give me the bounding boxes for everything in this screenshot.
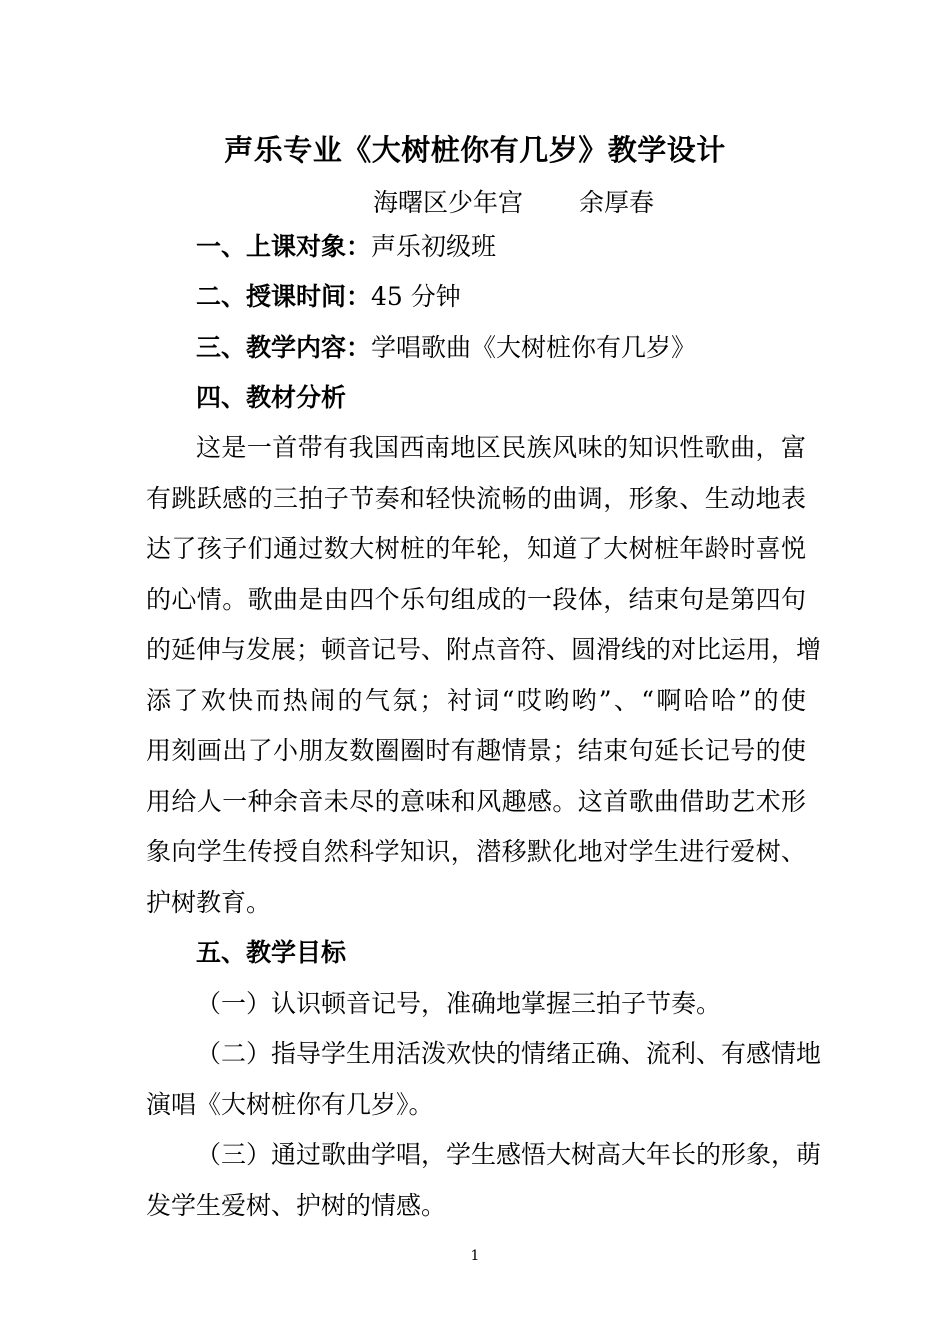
document-title: 声乐专业《大树桩你有几岁》教学设计 <box>224 133 726 167</box>
section-4-line: 的延伸与发展；顿音记号、附点音符、圆滑线的对比运用，增 <box>146 635 822 664</box>
info-content-label: 三、教学内容： <box>196 333 372 362</box>
page-number: 1 <box>470 1248 480 1264</box>
section-4-line: 护树教育。 <box>146 888 272 917</box>
section-5-line: （二）指导学生用活泼欢快的情绪正确、流利、有感情地 <box>196 1039 822 1068</box>
author-org: 海曙区少年宫 <box>373 188 524 217</box>
info-audience-label: 一、上课对象： <box>196 232 372 261</box>
section-5-line: （一）认识顿音记号，准确地掌握三拍子节奏。 <box>196 989 722 1018</box>
section-4-line: 这是一首带有我国西南地区民族风味的知识性歌曲，富 <box>196 433 806 462</box>
author-name: 余厚春 <box>579 188 655 217</box>
section-4-line: 添了欢快而热闹的气氛；衬词“哎哟哟”、“啊哈哈”的使 <box>146 686 806 715</box>
section-4-line: 象向学生传授自然科学知识，潜移默化地对学生进行爱树、 <box>146 837 806 866</box>
info-audience-value: 声乐初级班 <box>371 232 497 261</box>
section-4-heading: 四、教材分析 <box>196 383 347 412</box>
section-5-line: （三）通过歌曲学唱，学生感悟大树高大年长的形象，萌 <box>196 1140 822 1169</box>
section-4-line: 的心情。歌曲是由四个乐句组成的一段体，结束句是第四句 <box>146 585 806 614</box>
section-5-line: 演唱《大树桩你有几岁》。 <box>146 1090 434 1119</box>
section-4-line: 用给人一种余音未尽的意味和风趣感。这首歌曲借助艺术形 <box>146 787 806 816</box>
info-audience <box>196 229 856 265</box>
info-duration-label: 二、授课时间： <box>196 282 372 311</box>
section-5-heading: 五、教学目标 <box>196 938 347 967</box>
section-4-line: 用刻画出了小朋友数圈圈时有趣情景；结束句延长记号的使 <box>146 736 806 765</box>
section-4-line: 有跳跃感的三拍子节奏和轻快流畅的曲调，形象、生动地表 <box>146 484 806 513</box>
info-content-value: 学唱歌曲《大树桩你有几岁》 <box>371 333 697 362</box>
info-duration <box>196 279 856 315</box>
info-content <box>196 330 856 366</box>
section-4-line: 达了孩子们通过数大树桩的年轮，知道了大树桩年龄时喜悦 <box>146 534 806 563</box>
info-duration-value: 45 分钟 <box>371 282 461 311</box>
author-line <box>373 183 654 219</box>
section-5-line: 发学生爱树、护树的情感。 <box>146 1191 447 1220</box>
